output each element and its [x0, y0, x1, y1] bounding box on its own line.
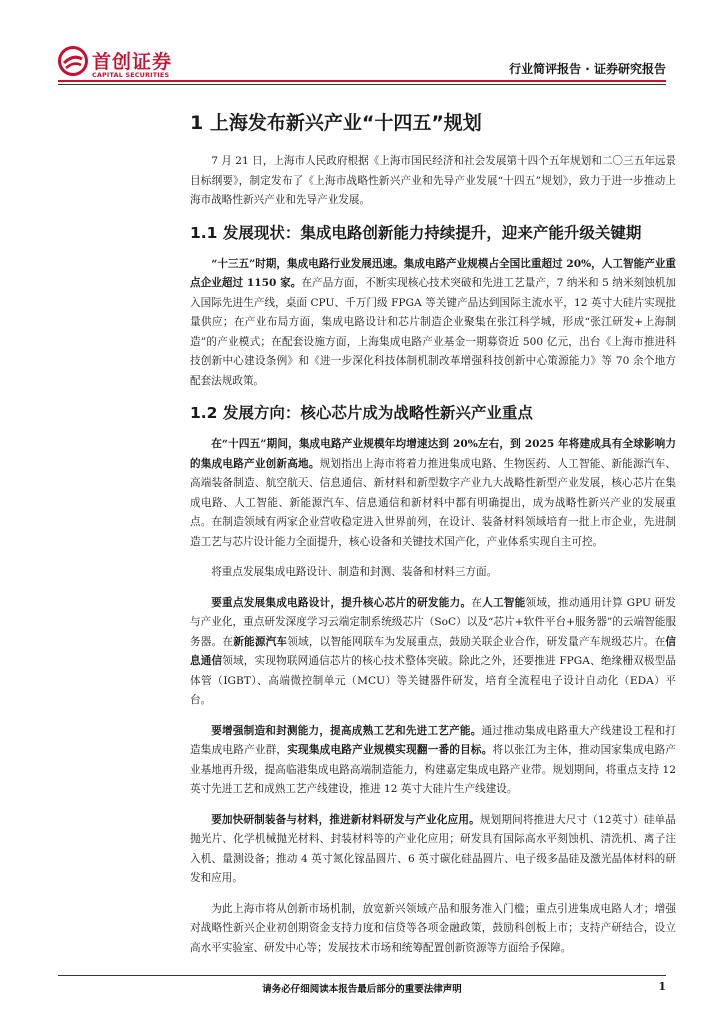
page-header: [0, 0, 724, 90]
section-title: 1 上海发布新兴产业“十四五”规划: [190, 112, 482, 134]
brand-name-cn: 首创证券: [92, 51, 173, 73]
manufacturing-goal: 实现集成电路产业规模实现翻一番的目标。: [287, 744, 493, 756]
header-divider-red: [58, 80, 666, 82]
page-number: 1: [658, 980, 666, 993]
header-divider-dark: [58, 84, 666, 85]
intro-paragraph: 7 月 21 日，上海市人民政府根据《上海市国民经济和社会发展第十四个五年规划和二〇三五年远景目标纲要》，制定发布了《上海市战略性新兴产业和先导产业发展“十四五”规划》，致力于进一步推动上海市战略性新兴产业和先导产业发展。: [190, 155, 676, 206]
manufacturing-paragraph: 要增强制造和封测能力，提高成熟工艺和先进工艺产能。通过推动集成电路重大产线建设工程和打造集成电路产业群，实现集成电路产业规模实现翻一番的目标。将以张江为主体，推动国家集成电路产业基地再升级，提高临港集成电路高端制造能力，构建嘉定集成电路产业带。规划期间，将重点支持 12 英寸先进工艺和成熟工艺产线建设，推进 12 英寸大硅片生产线建设。: [190, 724, 677, 795]
report-type: 行业简评报告 · 证券研究报告: [509, 62, 666, 76]
direction-lead: 在“十四五”期间，集成电路产业规模年均增速达到 20%左右，到 2025 年将建成具有全球影响力的集成电路产业创新高地。: [190, 438, 676, 470]
brand-name-en: CAPITAL SECURITIES: [92, 71, 170, 79]
status-body: 在产品方面，不断实现核心技术突破和先进工艺量产，7 纳米和 5 纳米刻蚀机加入国际先进生产线，桌面 CPU、千万门级 FPGA 等关键产品达到国际主流水平，12 英寸大硅片实现批量供应；在产业布局方面，集成电路设计和芯片制造企业聚集在张江科学城，形成“张江研发+上海制造”的产业模式；在配套设施方面，上海集成电路产业基金一期募资近 500 亿元，出台《上海市推进科技创新中心建设条例》和《进一步深化科技体制机制改革增强科技创新中心策源能力》等 70 余个地方配套法规政策。: [190, 277, 676, 387]
manufacturing-lead: 要增强制造和封测能力，提高成熟工艺和先进工艺产能。: [211, 724, 482, 737]
direction-paragraph-2: 将重点发展集成电路设计、制造和封测、装备和材料三方面。: [211, 566, 498, 578]
design-paragraph: 要重点发展集成电路设计，提升核心芯片的研发能力。在人工智能领域，推动通用计算 GPU 研发与产业化，重点研发深度学习云端定制系统级芯片（SoC）以及“芯片+软件平台+服务器”的云端智能服务器。在新能源汽车领域，以智能网联车为发展重点，鼓励关联企业合作，研发量产车规级芯片。在信息通信领域，实现物联网通信芯片的核心技术整体突破。除此之外，还要推进 FPGA、绝缘栅双极型晶体管（IGBT）、高端微控制单元（MCU）等关键器件研发，培育全流程电子设计自动化（EDA）平台。: [190, 596, 677, 706]
keyword-ai: 人工智能: [482, 596, 526, 609]
subsection-title-1-1: 1.1 发展现状：集成电路创新能力持续提升，迎来产能升级关键期: [190, 223, 642, 242]
materials-paragraph: [190, 811, 676, 889]
keyword-nev: 新能源汽车: [233, 635, 288, 648]
direction-body: 规划指出上海市将着力推进集成电路、生物医药、人工智能、新能源汽车、高端装备制造、航空航天、信息通信、新材料和新型数字产业九大战略性新型产业发展，核心芯片在集成电路、人工智能、新能源汽车、信息通信和新材料中都有明确提出，成为战略性新兴产业的发展重点。在制造领域有两家企业营收稳定进入世界前列，在设计、装备材料领域培育一批上市企业，先进制造工艺与芯片设计能力全面提升，核心设备和关键技术国产化，产业体系实现自主可控。: [190, 457, 676, 548]
footer-divider: [58, 975, 666, 976]
materials-lead: 要加快研制装备与材料，推进新材料研发与产业化应用。: [211, 813, 480, 826]
subsection-title-1-2: 1.2 发展方向：核心芯片成为战略性新兴产业重点: [190, 404, 533, 422]
direction-paragraph-1: [190, 435, 676, 552]
design-lead: 要重点发展集成电路设计，提升核心芯片的研发能力。: [211, 596, 472, 609]
support-paragraph: 为此上海市将从创新市场机制，放宽新兴领域产品和服务准入门槛；重点引进集成电路人才；增强对战略性新兴企业初创期资金支持力度和信贷等各项金融政策，鼓励科创板上市；支持产研结合，设立高水平实验室、研发中心等；发展技术市场和统筹配置创新资源等方面给予保障。: [190, 902, 676, 954]
status-paragraph: [190, 255, 676, 392]
materials-body: 规划期间将推进大尺寸（12英寸）硅单晶抛光片、化学机械抛光材料、封装材料等的产业化应用；研发具有国际高水平刻蚀机、清洗机、离子注入机、量测设备；推动 4 英寸氮化镓晶圆片、6 英寸碳化硅晶圆片、电子级多晶硅及激光晶体材料的研发和应用。: [190, 813, 677, 884]
keyword-telecom: 信息通信: [190, 635, 677, 667]
legal-disclaimer: 请务必仔细阅读本报告最后部分的重要法律声明: [262, 984, 462, 995]
logo-emblem-icon: [58, 46, 88, 76]
report-body: [190, 110, 676, 969]
status-lead: “十三五”时期，集成电路行业发展迅速。集成电路产业规模占全国比重超过 20%，人工智能产业重点企业超过 1150 家。: [190, 257, 676, 289]
